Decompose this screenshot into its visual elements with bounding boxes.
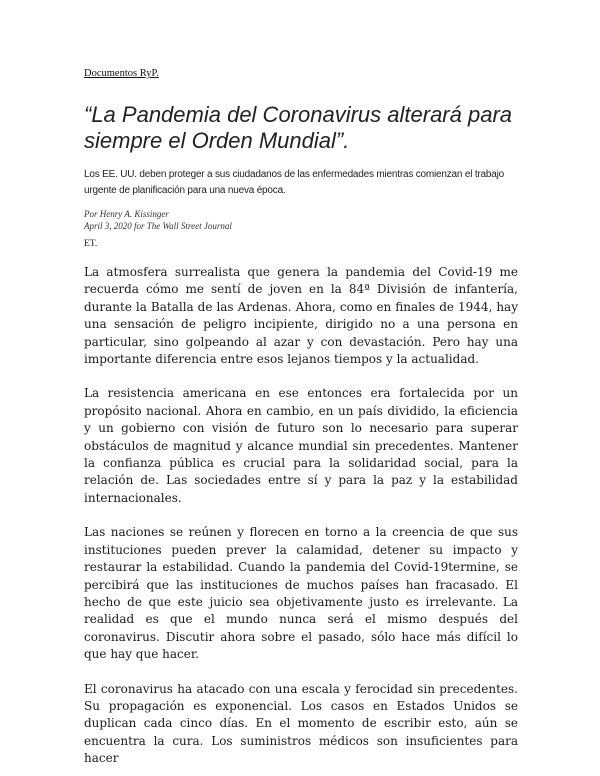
byline-date: April 3, 2020 for The Wall Street Journal: [84, 221, 232, 231]
et-label: ET.: [84, 239, 98, 249]
paragraph: La atmosfera surrealista que genera la pandemia del Covid-19 me recuerda cómo me sentí de joven en la 84ª División de infantería, durante la Batalla de las Ardenas. Ahora, como en finales de 1944, hay una sensación de peligro incipiente, dirigido no a una persona en particular, sino golpeando al azar y con devastación. Pero hay una importante diferencia entre esos lejanos tiempos y la actualidad.: [84, 265, 518, 367]
byline: [84, 208, 232, 232]
byline-author: Por Henry A. Kissinger: [84, 209, 169, 219]
paragraph: El coronavirus ha atacado con una escala y ferocidad sin precedentes. Su propagación es exponencial. Los casos en Estados Unidos se duplican cada cinco días. En el momento de escribir esto, aún se encuentra la cura. Los suministros médicos son insuficientes para hacer: [84, 681, 518, 766]
paragraph: Las naciones se reúnen y florecen en torno a la creencia de que sus instituciones pueden prever la calamidad, detener su impacto y restaurar la estabilidad. Cuando la pandemia del Covid-19termine, se percibirá que las instituciones de muchos países han fracasado. El hecho de que este juicio sea objetivamente justo es irrelevante. La realidad es que el mundo nunca será el mismo después del coronavirus. Discutir ahora sobre el pasado, sólo hace más difícil lo que hay que hacer.: [84, 525, 518, 662]
paragraph: La resistencia americana en ese entonces era fortalecida por un propósito nacional. Ahora en cambio, en un país dividido, la eficiencia y un gobierno con visión de futuro son lo necesario para superar obstáculos de magnitud y alcance mundial sin precedentes. Mantener la confianza pública es crucial para la solidaridad social, para la relación de. Las sociedades entre sí y para la paz y la estabilidad internacionales.: [84, 386, 518, 505]
section-label: Documentos RyP.: [84, 68, 159, 79]
article-subtitle: Los EE. UU. deben proteger a sus ciudadanos de las enfermedades mientras comienzan el trabajo urgente de planificación para una nueva época.: [84, 169, 504, 196]
article-body: [84, 264, 518, 768]
article-title: “La Pandemia del Coronavirus alterará para siempre el Orden Mundial”.: [84, 102, 513, 153]
